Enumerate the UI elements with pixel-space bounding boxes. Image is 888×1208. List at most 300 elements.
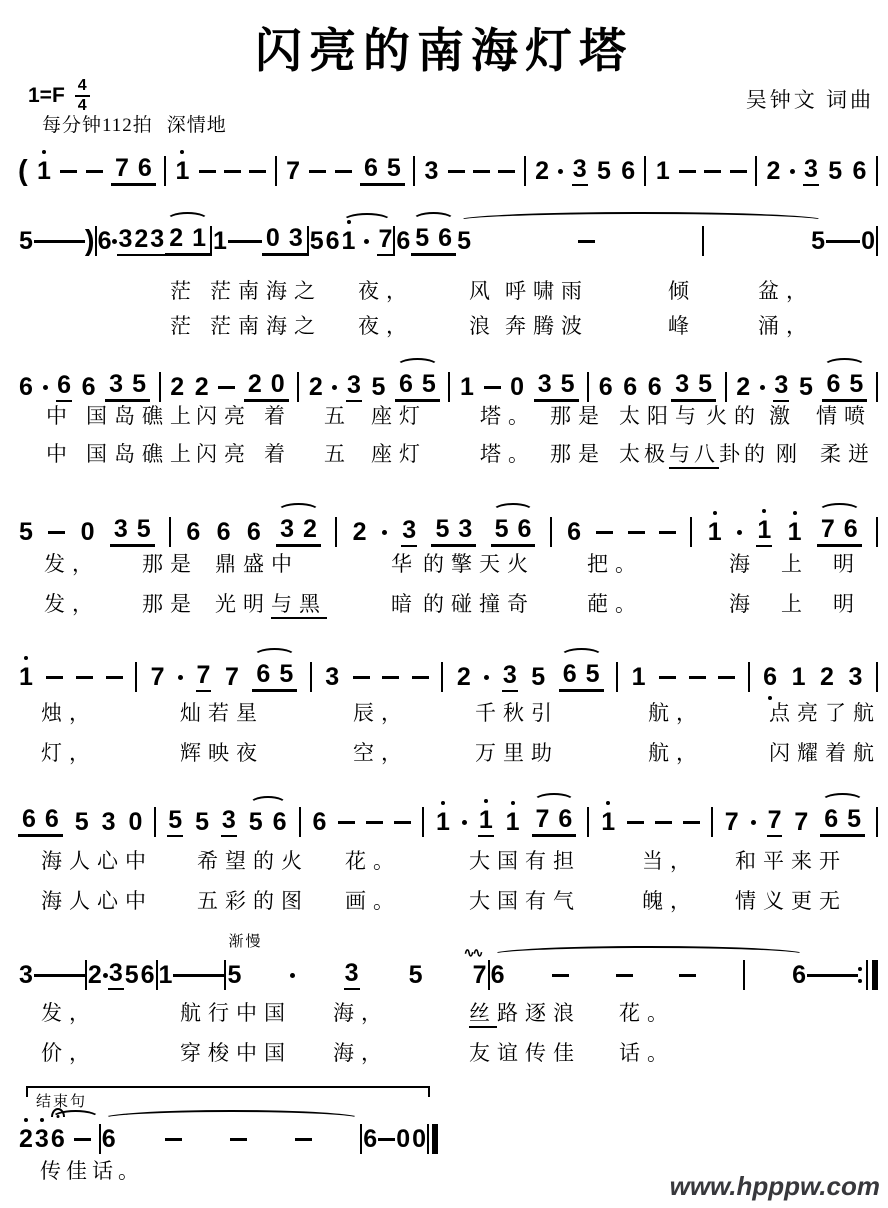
beam-group [559,662,604,692]
slur-group [817,517,862,547]
lyric-chunk [642,848,698,874]
note [167,805,183,837]
lyric-chunk [324,403,352,429]
lyric-chunk [648,700,704,726]
lyric-row-1 [18,848,878,878]
note [622,372,638,401]
lyric-row-2 [18,313,878,343]
barline [616,662,618,692]
note [773,370,789,402]
slur-group [395,372,440,402]
note-digit: 6 [792,960,806,989]
lyric-chunk [170,313,198,339]
note [44,807,60,832]
note [174,156,190,185]
beam-group [262,226,307,256]
lyric-chunk [769,403,797,429]
note-digit: 3 [325,662,340,691]
note [762,662,778,691]
note-digit: 3 [803,157,819,186]
note-digit: 5 [698,370,713,398]
lyric-segment: 国岛礁上 [86,442,198,466]
note-digit: 0 [265,224,280,252]
parenthesis: ) [84,224,95,257]
beam-group [244,372,289,402]
slur-group [411,226,456,256]
note-digit: 5 [195,807,209,836]
note [325,226,341,255]
note [509,372,525,401]
note [18,517,34,546]
note [566,517,582,546]
note [270,372,286,397]
dash [689,676,706,679]
note-digit: 2 [352,517,367,546]
note [74,807,90,836]
dash [718,676,735,679]
lyric-chunk [550,403,606,429]
lyric-chunk [371,441,427,467]
lyric-chunk [619,1040,675,1066]
lyric-chunk [86,441,198,467]
lyric-row-2 [18,888,878,918]
dash [46,676,63,679]
note [765,156,781,185]
dash [382,676,399,679]
lyric-segment: 发， [41,1001,97,1025]
note-digit: 1 [175,156,190,185]
lyric-segment: 五 [324,442,352,466]
lyric-chunk [505,278,589,304]
note [791,960,807,989]
note-digit: 3 [221,808,237,837]
dash [224,170,241,173]
lyric-segment: 座灯 [371,442,427,466]
beam-group [252,662,297,692]
barline [159,372,161,402]
note-digit: 6 [97,226,112,255]
note-digit: 2 [820,662,834,691]
lyric-segment: 灯， [41,741,97,765]
note-digit: 6 [517,515,532,543]
lyric-chunk [781,551,809,577]
note-digit: 3 [675,370,690,398]
lyric-chunk [333,1000,389,1026]
note-digit: 6 [623,372,638,401]
note [517,517,533,542]
beam-group [360,156,405,186]
lyric-chunk [469,1040,581,1066]
slur-group [463,944,807,990]
octave-dot-above [180,150,184,154]
lyric-chunk [345,848,401,874]
note [191,226,207,251]
note-digit: 6 [44,805,59,833]
thin-bar [866,960,868,990]
lyric-chunk [480,441,536,467]
octave-dot-below [768,696,772,700]
note-digit: 6 [101,1124,116,1153]
lyric-segment: 茫 [170,279,198,303]
note [185,517,201,546]
lyric-segment: 话。 [619,1041,675,1065]
slur-group [559,662,604,692]
barline [335,517,337,547]
note [459,372,475,401]
beam-group [18,807,63,837]
lyric-segment: 发， [44,592,100,616]
dash [68,240,85,243]
note-digit: 6 [81,372,96,401]
barline [748,662,750,692]
note [212,226,228,255]
note [168,226,184,251]
note-digit: 1 [505,807,520,836]
note [133,224,149,256]
dash [552,974,569,977]
note-digit: 1 [655,156,670,185]
lyric-chunk [423,591,535,617]
note-digit: 2 [303,515,317,543]
note-digit: 6 [312,807,327,836]
lyric-chunk [142,591,198,617]
lyric-segment: 闪亮 [196,404,252,428]
note-digit: 1 [756,518,772,547]
dash [412,676,429,679]
beam-group [820,807,865,837]
note-digit: 1 [37,156,51,185]
lyric-segment: 海 [729,592,757,616]
barline [876,372,878,402]
note-digit: 6 [852,156,867,185]
note [87,960,103,989]
lyric-segment: 万里助 [475,741,559,765]
lyric-segment: 那是 [142,552,198,576]
lyric-segment: 海 [729,552,757,576]
note [150,662,166,691]
dash [683,821,700,824]
note-digit: 3 [280,515,294,543]
note-digit: 5 [596,156,611,185]
barline [644,156,646,186]
lyric-chunk [469,313,497,339]
note-digit: 5 [124,960,139,989]
note [97,226,113,255]
dash [309,170,326,173]
lyric-segment: 五彩的图 [197,889,309,913]
note-digit: 5 [386,154,401,182]
note [101,1124,117,1153]
dash [190,974,207,977]
note-digit: 0 [510,372,525,401]
note [456,226,472,255]
lyric-segment: 千秋引 [475,701,559,725]
lyric-row-1 [18,403,878,433]
note [18,662,34,691]
note [395,1124,411,1153]
lyric-segment: 发， [44,552,100,576]
note [505,807,521,836]
note-digit: 1 [601,807,616,836]
dash [228,240,245,243]
lyric-segment: 太阳与 [619,404,703,428]
lyric-chunk [423,551,535,577]
lyric-chunk [180,740,264,766]
lyric-chunk [41,888,153,914]
lyric-segment: 火的 [706,404,762,428]
note [288,226,304,251]
dash [679,974,696,977]
lyric-segment: 画。 [345,889,401,913]
lyric-segment: 的擎天火 [423,552,535,576]
lyric-chunk [729,591,757,617]
lyric-chunk [170,278,198,304]
dash [448,170,465,173]
lyric-chunk [391,591,419,617]
slur-group [820,807,865,837]
repeat-barline [858,960,878,990]
lyric-segment: 情喷 [816,404,872,428]
lyric-chunk [44,591,100,617]
lyric-chunk [196,403,252,429]
note-digit: 5 [227,960,242,989]
note [437,226,453,251]
dash [679,170,696,173]
note-digit: 1 [192,224,207,252]
note-digit: 7 [820,515,835,543]
lyric-chunk [358,278,414,304]
dash [730,170,747,173]
lyric-segment: 那是 [550,442,606,466]
note-digit: 3 [424,156,439,185]
lyric-row-1 [18,1000,878,1030]
slur-group [248,807,288,836]
lyric-segment: 倾 [668,279,696,303]
note [247,372,263,397]
note-digit: 2 [169,224,184,252]
note [435,807,451,836]
note [434,517,450,542]
note [798,372,814,401]
note-digit: 6 [647,372,662,401]
music-row [18,799,878,845]
lyric-segment: 大国有担 [469,849,581,873]
lyric-segment: 明 [833,552,861,576]
note-digit: 5 [74,807,89,836]
note-digit: 6 [396,226,411,255]
note-digit: 5 [248,807,263,836]
lyric-chunk [41,1000,97,1026]
note [18,226,34,255]
labeled-group [226,933,487,990]
note [265,226,281,251]
lyric-chunk [735,888,847,914]
slur-group [341,224,394,256]
note [101,807,117,836]
meter-numerator: 4 [75,78,90,97]
beam-group [110,517,155,547]
note [117,224,133,256]
note-digit: 0 [80,517,95,546]
thick-bar [432,1124,438,1154]
lyric-segment: 传佳话。 [40,1159,144,1183]
note-digit: 3 [401,518,417,547]
note [131,372,147,397]
octave-dot-above [484,799,488,803]
lyric-chunk [41,740,97,766]
note-digit: 2 [456,662,471,691]
note [620,156,636,185]
note [860,226,876,255]
lyric-segment: 葩。 [587,592,643,616]
note [502,660,518,692]
note-digit: 3 [113,515,128,543]
augmentation-dot [737,530,742,535]
note [169,372,185,401]
note [655,156,671,185]
lyric-chunk [706,403,762,429]
parenthesis: ( [18,154,28,187]
note [341,226,357,255]
lyric-chunk [391,551,419,577]
note-digit: 6 [824,805,839,833]
octave-dot-above [24,1118,28,1122]
lyric-segment: 五 [324,404,352,428]
lyric-chunk [816,403,872,429]
dash [249,170,266,173]
note [463,944,506,989]
augmentation-dot [790,169,795,174]
note [472,960,488,989]
lyric-chunk [215,551,299,577]
lyric-chunk [505,313,589,339]
note [478,805,494,837]
barline [711,807,713,837]
octave-dot-above [762,509,766,513]
note-digit: 6 [843,515,858,543]
beam-group [111,156,156,186]
underlined-lyric-segment: 与黑 [271,592,327,619]
barline [297,372,299,402]
note [324,662,340,691]
lyric-segment: 航， [648,701,704,725]
lyric-chunk [41,848,153,874]
lyric-chunk [769,700,881,726]
barline [876,156,878,186]
lyric-chunk [619,1000,675,1026]
underlined-lyric-segment: 与八 [669,442,719,469]
lyric-chunk [46,403,74,429]
lyric-segment: 光明 [215,592,271,616]
lyric-chunk [820,441,876,467]
key-signature [28,78,90,114]
lyric-segment: 国岛礁上 [86,404,198,428]
lyric-segment: 希望的火 [197,849,309,873]
note-digit: 1 [707,517,722,546]
note [216,517,232,546]
fermata-icon [51,1108,65,1117]
note-digit: 1 [341,226,356,255]
expression-text: 深情地 [166,115,227,136]
note-digit: 6 [558,805,573,833]
note [36,156,52,185]
dash [378,1138,395,1141]
lyric-chunk [469,278,497,304]
note-digit: 1 [478,808,494,837]
lyric-segment: 华 [391,552,419,576]
note [114,156,130,181]
note [18,960,34,989]
note [724,807,740,836]
note-digit: 7 [224,662,239,691]
note [827,156,843,185]
lyric-segment: 海， [333,1041,389,1065]
lyric-chunk [587,591,643,617]
dash [199,170,216,173]
note [767,805,783,837]
lyric-row-2 [18,1040,878,1070]
composer-credit: 吴钟文 词曲 [745,88,874,112]
note [572,154,588,186]
note [707,517,723,546]
note [560,372,576,397]
beam-group [105,372,150,402]
note-digit: 2 [194,372,209,401]
dash [48,531,65,534]
note [534,156,550,185]
augmentation-dot [364,239,369,244]
music-row [18,654,878,700]
lyric-segment: 塔。 [480,442,536,466]
dash [68,974,85,977]
note [149,224,165,256]
note [847,662,863,691]
lyric-segment: 海人心中 [41,849,153,873]
note-digit: 6 [246,517,261,546]
note [537,372,553,397]
note-digit: 0 [412,1124,426,1153]
dash [807,974,824,977]
lyric-segment: 辰， [353,701,409,725]
lyric-chunk [469,848,581,874]
lyric-segment: 价， [41,1041,97,1065]
lyric-segment: 着 [264,404,292,428]
lyric-segment: 塔。 [480,404,536,428]
lyric-chunk [668,278,696,304]
lyric-segment: 呼啸雨 [505,279,589,303]
note [226,960,242,989]
slur-group [822,372,867,402]
ritardando-label: 渐慢 [228,933,263,950]
note-digit: 1 [213,226,227,255]
fermata-dot [56,1115,59,1118]
note-digit: 6 [186,517,201,546]
note-digit: 7 [150,662,165,691]
note [756,515,772,547]
note [843,517,859,542]
octave-dot-above [441,801,445,805]
note-digit: 6 [256,660,271,688]
note-digit: 3 [117,227,133,256]
barline [755,156,757,186]
note-digit: 6 [438,224,453,252]
barline [876,807,878,837]
note-digit: 5 [279,660,294,688]
note [852,156,868,185]
augmentation-dot [462,820,467,825]
note [80,517,96,546]
music-row [18,509,878,555]
